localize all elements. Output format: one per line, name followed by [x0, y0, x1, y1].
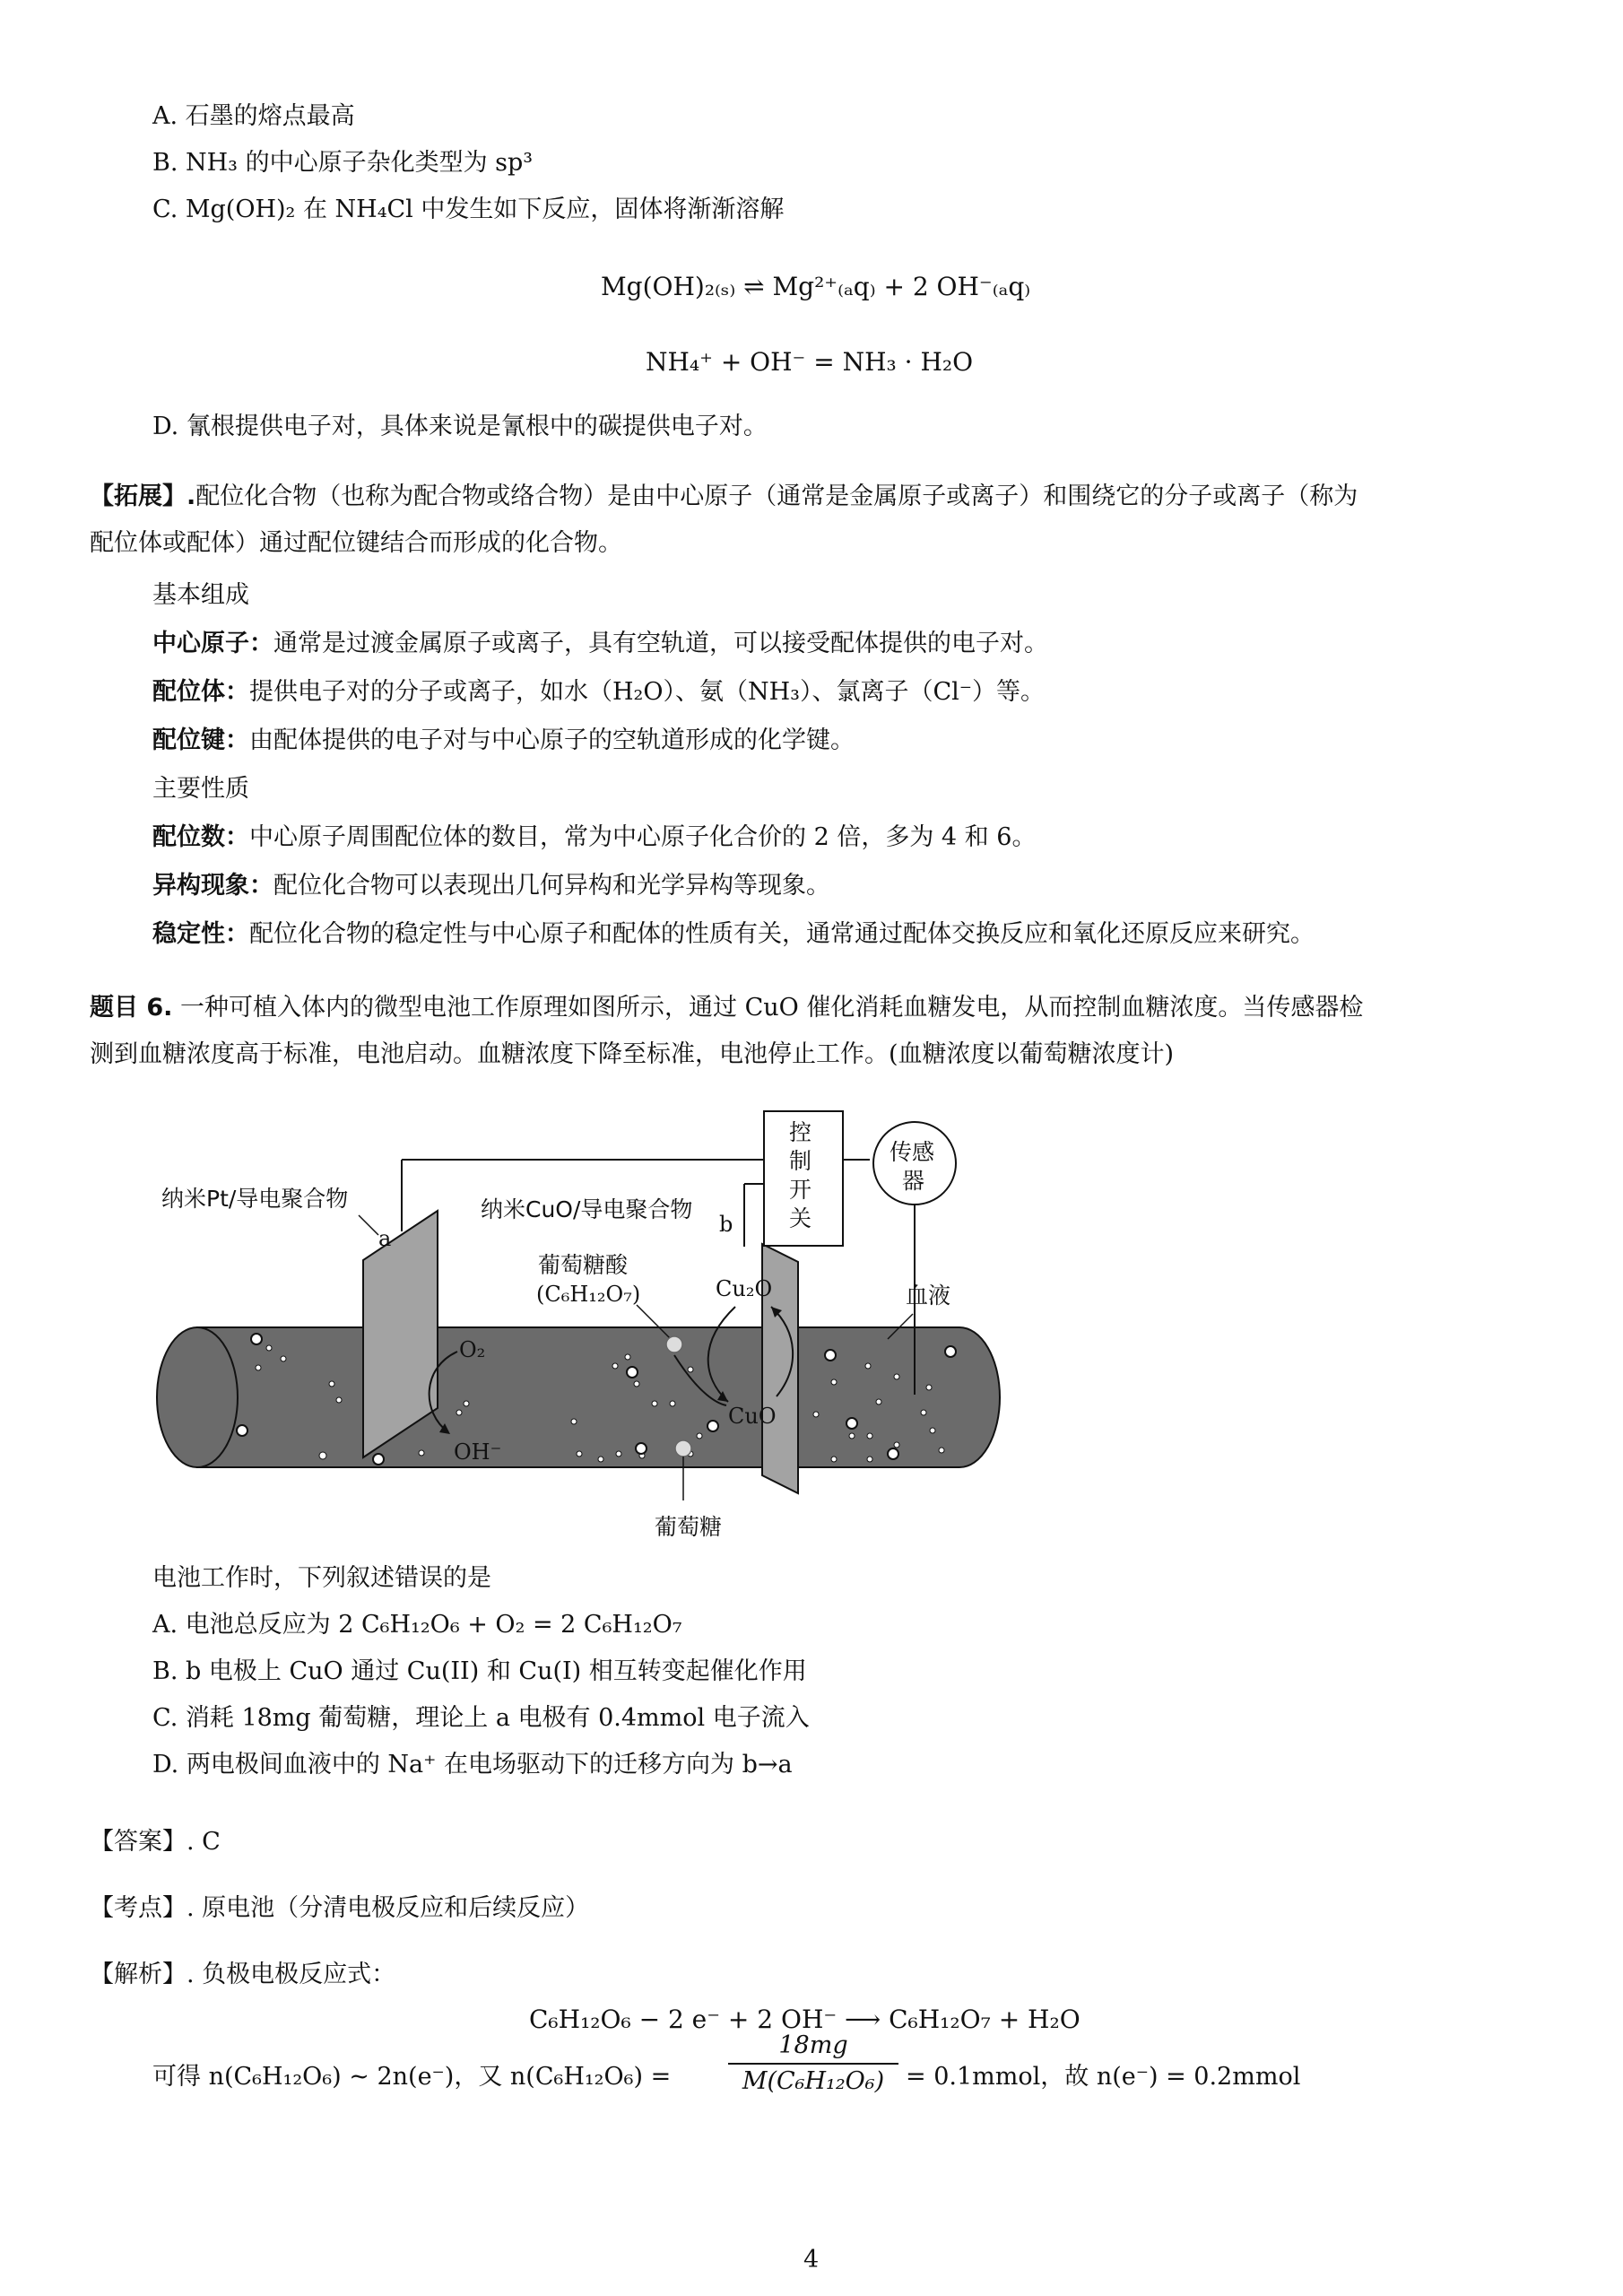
term: 中心原子：	[152, 630, 273, 657]
gluconic-acid-label: 葡萄糖酸	[538, 1252, 629, 1278]
question6-option-a: A. 电池总反应为 2 C₆H₁₂O₆ + O₂ = 2 C₆H₁₂O₇	[152, 1611, 682, 1639]
topic: 【考点】. 原电池（分清电极反应和后续反应）	[90, 1894, 590, 1922]
analysis-calc-left: 可得 n(C₆H₁₂O₆) ~ 2n(e⁻)，又 n(C₆H₁₂O₆) =	[152, 2063, 672, 2091]
gluconic-acid-molecule	[666, 1336, 682, 1352]
glucose-label: 葡萄糖	[655, 1514, 723, 1540]
desc: 提供电子对的分子或离子，如水（H₂O）、氨（NH₃）、氯离子（Cl⁻）等。	[249, 678, 1046, 706]
term: 配位体：	[152, 678, 249, 706]
cuo-label: CuO	[728, 1404, 777, 1429]
oh-label: OH⁻	[454, 1439, 502, 1465]
fraction-denominator: M(C₆H₁₂O₆)	[742, 2067, 885, 2095]
extension-line2: 配位体或配体）通过配位键结合而形成的化合物。	[90, 529, 622, 557]
basic-item-ligand	[152, 674, 1045, 710]
property-item-isomerism	[152, 868, 830, 904]
extension-title: 【拓展】.	[90, 483, 196, 510]
basic-item-central-atom	[152, 626, 1048, 662]
question6-stem-line1	[90, 990, 1363, 1026]
property-item-stability	[152, 917, 1315, 952]
question6-option-c: C. 消耗 18mg 葡萄糖，理论上 a 电极有 0.4mmol 电子流入	[152, 1704, 810, 1732]
cu2o-label: Cu₂O	[716, 1276, 773, 1301]
basic-item-coord-bond	[152, 723, 855, 759]
analysis-fraction	[728, 2029, 898, 2099]
question6-stem-line2: 测到血糖浓度高于标准，电池启动。血糖浓度下降至标准，电池停止工作。(血糖浓度以葡萄糖浓度计)	[90, 1040, 1175, 1068]
option-c: C. Mg(OH)₂ 在 NH₄Cl 中发生如下反应，固体将渐渐溶解	[152, 196, 785, 223]
electrode-a-label: a	[378, 1226, 392, 1251]
desc: 配位化合物可以表现出几何异构和光学异构等现象。	[273, 872, 830, 900]
o2-label: O₂	[459, 1337, 486, 1362]
term: 配位数：	[152, 823, 249, 851]
equation-nh4-oh: NH₄⁺ + OH⁻ = NH₃ · H₂O	[646, 347, 974, 377]
question6-option-b: B. b 电极上 CuO 通过 Cu(II) 和 Cu(I) 相互转变起催化作用	[152, 1657, 807, 1685]
equation-mg-oh2: Mg(OH)₂₍ₛ₎ ⇌ Mg²⁺₍ₐq₎ + 2 OH⁻₍ₐq₎	[601, 272, 1031, 301]
analysis-calc-right: = 0.1mmol，故 n(e⁻) = 0.2mmol	[906, 2063, 1301, 2091]
basic-heading: 基本组成	[152, 581, 249, 609]
battery-diagram	[152, 1099, 1049, 1547]
option-a: A. 石墨的熔点最高	[152, 102, 355, 130]
analysis-head: 【解析】. 负极电极反应式：	[90, 1961, 396, 1988]
sensor-label-1: 传感	[890, 1139, 935, 1165]
question6-option-d: D. 两电极间血液中的 Na⁺ 在电场驱动下的迁移方向为 b→a	[152, 1751, 793, 1779]
extension-paragraph	[90, 479, 1358, 515]
desc: 中心原子周围配位体的数目，常为中心原子化合价的 2 倍，多为 4 和 6。	[249, 823, 1037, 851]
property-item-coord-number	[152, 820, 1036, 856]
control-char-2: 制	[789, 1148, 812, 1174]
question6-prompt: 电池工作时，下列叙述错误的是	[152, 1564, 491, 1592]
page-number: 4	[803, 2246, 820, 2274]
sensor-label-2: 器	[902, 1168, 925, 1194]
glucose-molecule	[675, 1440, 691, 1457]
control-char-3: 开	[789, 1177, 812, 1203]
extension-line1: 配位化合物（也称为配合物或络合物）是由中心原子（通常是金属原子或离子）和围绕它的分子或离子（称为	[195, 483, 1358, 510]
control-char-1: 控	[789, 1119, 812, 1145]
term: 稳定性：	[152, 920, 249, 948]
blood-label: 血液	[906, 1283, 951, 1309]
electrode-b-label: b	[719, 1212, 733, 1237]
answer: 【答案】. C	[90, 1828, 221, 1856]
term: 配位键：	[152, 726, 249, 754]
desc: 通常是过渡金属原子或离子，具有空轨道，可以接受配体提供的电子对。	[273, 630, 1048, 657]
option-d: D. 氰根提供电子对，具体来说是氰根中的碳提供电子对。	[152, 413, 768, 440]
fraction-numerator: 18mg	[728, 2029, 898, 2065]
analysis-equation: C₆H₁₂O₆ − 2 e⁻ + 2 OH⁻ ⟶ C₆H₁₂O₇ + H₂O	[529, 2005, 1081, 2034]
blood-vessel	[157, 1327, 1000, 1467]
control-char-4: 关	[789, 1205, 812, 1231]
cuo-electrode-label: 纳米CuO/导电聚合物	[481, 1196, 693, 1222]
stem1: 一种可植入体内的微型电池工作原理如图所示，通过 CuO 催化消耗血糖发电，从而控制血糖浓度。当传感器检	[180, 994, 1364, 1022]
question6-label: 题目 6.	[90, 994, 173, 1022]
gluconic-formula-label: (C₆H₁₂O₇)	[536, 1282, 641, 1307]
desc: 配位化合物的稳定性与中心原子和配体的性质有关，通常通过配体交换反应和氧化还原反应来研究。	[249, 920, 1315, 948]
desc: 由配体提供的电子对与中心原子的空轨道形成的化学键。	[249, 726, 855, 754]
property-heading: 主要性质	[152, 775, 249, 803]
pt-electrode-label: 纳米Pt/导电聚合物	[161, 1186, 349, 1212]
term: 异构现象：	[152, 872, 273, 900]
option-b: B. NH₃ 的中心原子杂化类型为 sp³	[152, 149, 534, 177]
